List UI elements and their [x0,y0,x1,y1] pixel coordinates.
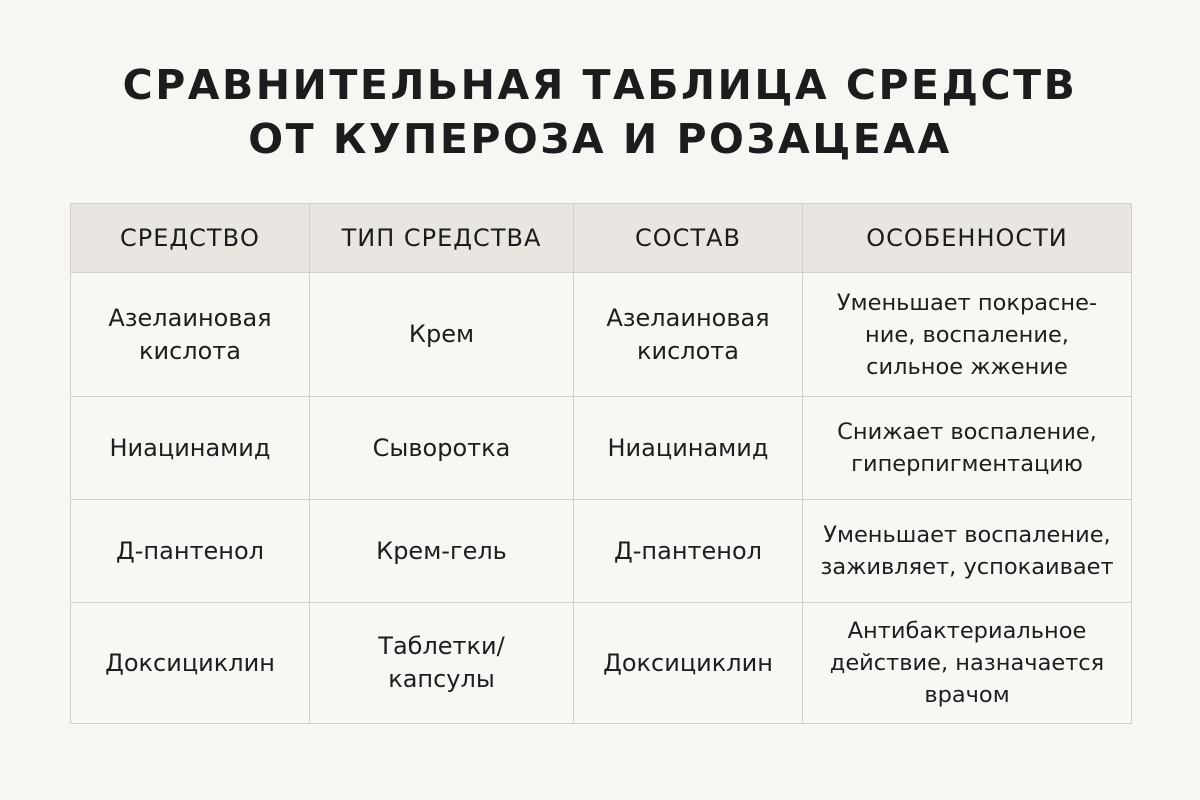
cell-line: кислота [138,336,241,365]
cell-features [803,603,1132,724]
cell-composition [574,273,803,397]
cell-line: Уменьшает покрасне- [836,289,1098,316]
table-row [71,273,1132,397]
cell-features [803,500,1132,603]
comparison-table [70,203,1132,724]
cell-type [310,500,574,603]
title-line-2: ОТ КУПЕРОЗА И РОЗАЦЕАА [248,115,952,163]
cell-line: сильное жжение [866,353,1068,380]
cell-type [310,397,574,500]
cell-remedy [71,397,310,500]
cell-line: заживляет, успокаивает [820,554,1114,580]
cell-features [803,273,1132,397]
cell-line: Снижает воспаление, [837,419,1097,445]
cell-line: действие, назначается [829,650,1105,676]
cell-composition [574,500,803,603]
table-row [71,603,1132,724]
cell-line: Азелаиновая [108,303,272,332]
cell-line: врачом [924,682,1010,708]
cell-line: Ниацинамид [607,433,769,462]
cell-line: ние, воспаление, [865,321,1069,348]
cell-line: Доксициклин [105,648,275,677]
table-header [71,204,1132,273]
header-composition: СОСТАВ [574,204,803,273]
cell-line: капсулы [388,665,495,693]
table-body [71,273,1132,724]
cell-line: гиперпигментацию [851,451,1083,477]
cell-line: Д-пантенол [116,536,264,565]
cell-line: Ниацинамид [109,433,271,462]
header-features: ОСОБЕННОСТИ [803,204,1132,273]
cell-type [310,603,574,724]
cell-features [803,397,1132,500]
cell-line: Доксициклин [603,648,773,677]
cell-line: Крем-гель [376,536,507,565]
cell-line: Уменьшает воспаление, [823,522,1111,548]
table-row [71,500,1132,603]
cell-remedy [71,273,310,397]
cell-line: кислота [636,336,739,365]
cell-composition [574,603,803,724]
cell-line: Азелаиновая [606,303,770,332]
cell-remedy [71,603,310,724]
cell-composition [574,397,803,500]
header-remedy: СРЕДСТВО [71,204,310,273]
title-line-1: СРАВНИТЕЛЬНАЯ ТАБЛИЦА СРЕДСТВ [122,61,1078,109]
cell-line: Крем [408,320,475,348]
cell-line: Д-пантенол [614,536,762,565]
header-row [71,204,1132,273]
cell-remedy [71,500,310,603]
cell-line: Таблетки/ [378,632,505,660]
cell-type [310,273,574,397]
header-type: ТИП СРЕДСТВА [310,204,574,273]
cell-line: Сыворотка [372,433,511,462]
page-title [0,58,1200,166]
table-row [71,397,1132,500]
cell-line: Антибактериальное [847,618,1087,644]
